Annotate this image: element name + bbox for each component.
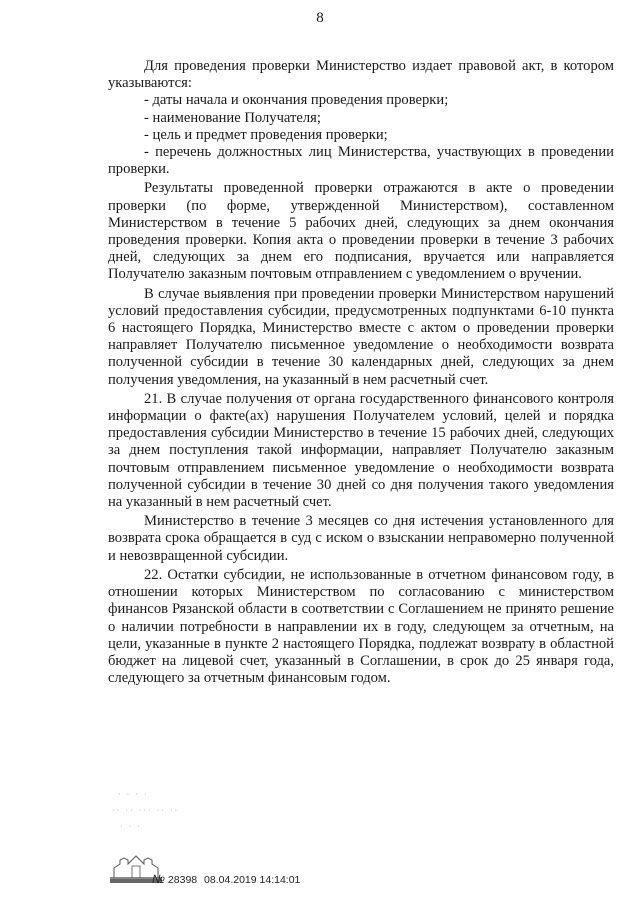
paragraph: Для проведения проверки Министерство издает правовой акт, в котором указываются: — [108, 58, 614, 92]
paragraph: Результаты проведенной проверки отражаются в акте о проведении проверки (по форме, утвержденной Министерством), составленном Министерством в течение 5 рабочих дней, следующих за днем окончания проведения проверки. Копия акта о проведении проверки в течение 3 рабочих дней, следующих за днем его подписания, вручается или направляется Получателю заказным почтовым отправлением с уведомлением о вручении. — [108, 180, 614, 283]
scan-artifact: · · · · — [118, 790, 149, 799]
page-number: 8 — [316, 10, 324, 26]
scan-artifact: ·· ·· ··· ·· ·· — [112, 806, 180, 815]
number-sign: № — [152, 872, 165, 886]
document-body — [108, 58, 614, 687]
list-item: - даты начала и окончания проведения проверки; — [144, 92, 449, 109]
registration-datetime: 08.04.2019 14:14:01 — [204, 874, 301, 886]
document-number: 28398 — [167, 874, 198, 886]
scan-artifact: · · · — [120, 822, 142, 831]
paragraph-clause-21: 21. В случае получения от органа государственного финансового контроля информации о факте(ах) нарушения Получателем условий, целей и порядка предоставления субсидии Министерство в течение 15 рабочих дней, следующих за днем поступления такой информации, направляет Получателю заказным почтовым отправлением письменное уведомление о необходимости возврата полученной субсидии в течение 30 дней со дня получения такого уведомления на указанный в нем расчетный счет. — [108, 390, 614, 511]
paragraph: В случае выявления при проведении проверки Министерством нарушений условий предоставления субсидии, предусмотренных подпунктами 6-10 пункта 6 настоящего Порядка, Министерство вместе с актом о проведении проверки направляет Получателю письменное уведомление о необходимости возврата полученной субсидии в течение 30 календарных дней, следующих за днем получения уведомления, на указанный в нем расчетный счет. — [108, 285, 614, 388]
list-item: - перечень должностных лиц Министерства, участвующих в проведении проверки. — [108, 144, 614, 178]
registration-stamp — [108, 872, 300, 886]
list-item: - цель и предмет проведения проверки; — [144, 126, 388, 143]
paragraph-clause-22: 22. Остатки субсидии, не использованные в отчетном финансовом году, в отношении которых Министерством по согласованию с министерством финансов Рязанской области в соответствии с Соглашением не принято решение о наличии потребности в направлении их в году, следующем за отчетным, на цели, указанные в пункте 2 настоящего Порядка, подлежат возврату в областной бюджет на лицевой счет, указанный в Соглашении, в срок до 25 января года, следующего за отчетным финансовым годом. — [108, 566, 614, 687]
paragraph: Министерство в течение 3 месяцев со дня истечения установленного для возврата срока обращается в суд с иском о взыскании неправомерно полученной и невозвращенной субсидии. — [108, 513, 614, 564]
list-item: - наименование Получателя; — [144, 109, 321, 126]
